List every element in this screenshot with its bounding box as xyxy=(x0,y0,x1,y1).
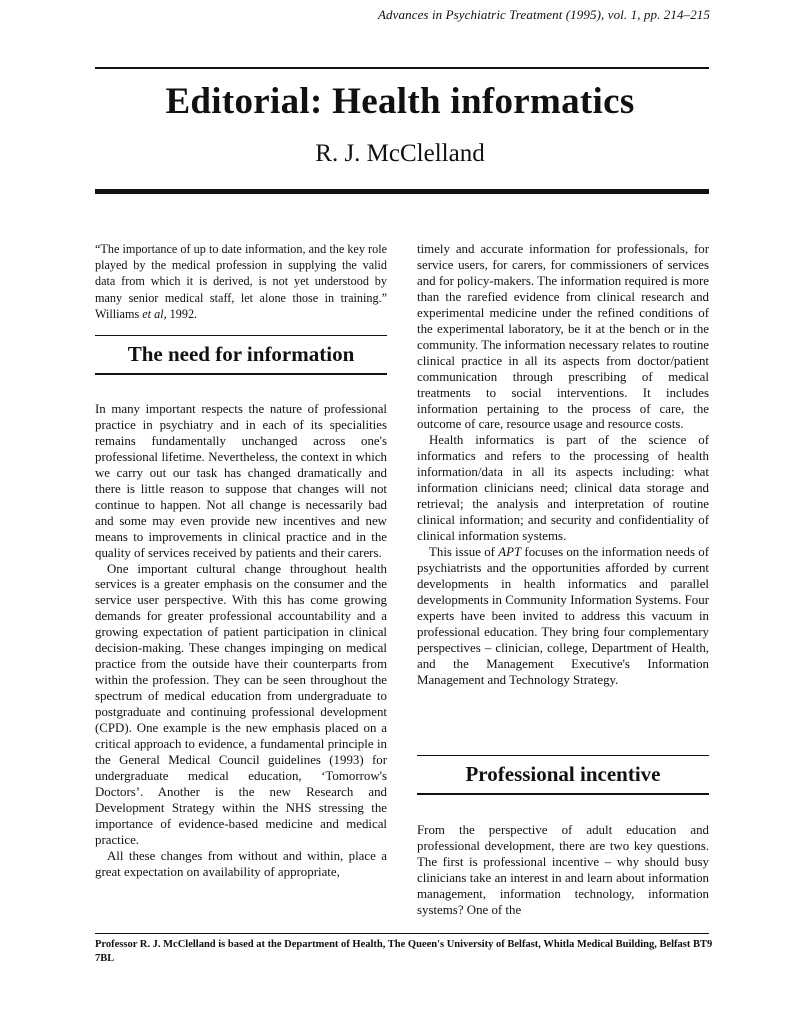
title-top-rule xyxy=(95,67,709,69)
left-column-body xyxy=(95,402,387,881)
section-heading-text: Professional incentive xyxy=(465,762,661,786)
footnote-rule xyxy=(95,933,709,934)
paragraph: Health informatics is part of the science of informatics and refers to the processing of health information/data in all its aspects including: what information clinicians need; clinical data storage and retrieval; the analysis and interpretation of routine clinical information; and security and confidentiality of clinical information systems. xyxy=(417,433,709,544)
paragraph xyxy=(417,545,709,689)
epigraph-source-name: Williams xyxy=(95,306,140,321)
epigraph-quote: “The importance of up to date information, and the key role played by the medical profession in supplying the valid data from which it is derived, is not yet understood by many senior medical staff, let alone those in training.” xyxy=(95,242,387,305)
journal-header: Advances in Psychiatric Treatment (1995), vol. 1, pp. 214–215 xyxy=(377,7,710,22)
journal-abbreviation: APT xyxy=(498,545,522,560)
right-column-body xyxy=(417,242,709,689)
paragraph: One important cultural change throughout health services is a greater emphasis on the consumer and the service user perspective. With this has come growing demands for greater professional accountability and a growing expectation of patient participation in clinical decision-making. These changes impinging on medical practice from the outside have their counterparts from within the profession. They can be seen throughout the spectrum of medical education from undergraduate to postgraduate and continuing professional development (CPD). One example is the new emphasis placed on a critical approach to evidence, a fundamental principle in the General Medical Council guidelines (1993) for undergraduate medical education, ‘Tomorrow's Doctors’. Another is the new Research and Development Strategy within the NHS stressing the importance of evidence-based medicine and medical practice. xyxy=(95,561,387,847)
section-heading-text: The need for information xyxy=(127,342,355,366)
epigraph-source-etal: et al xyxy=(142,306,164,321)
epigraph xyxy=(95,241,387,322)
section-heading-professional-incentive xyxy=(417,755,709,795)
paragraph: From the perspective of adult education and professional development, there are two key questions. The first is professional incentive – why should busy clinicians take an interest in and learn about information management, information technology, information systems? One of the xyxy=(417,823,709,917)
article-title: Editorial: Health informatics xyxy=(165,81,635,122)
paragraph: timely and accurate information for professionals, for service users, for carers, for commissioners of services and for policy-makers. The information required is more than the rarefied evidence from clinical research and experimental medicine under the refined conditions of the experimental laboratory, be it at the bench or in the community. The information necessary relates to routine clinical practice in all its aspects from doctor/patient communication through prescribing of medical treatments to social interventions. It includes information pertaining to the process of care, the outcome of care, resource usage and resource costs. xyxy=(417,242,709,432)
epigraph-source-year: , 1992. xyxy=(163,306,198,321)
right-column-body-2 xyxy=(417,823,709,919)
paragraph-text: This issue of xyxy=(429,545,499,560)
section-heading-need-for-information xyxy=(95,335,387,375)
paragraph-text: focuses on the information needs of psychiatrists and the opportunities afforded by current developments in health informatics and parallel developments in Community Information Systems. Four experts have been invited to address this vacuum in professional education. They bring four complementary perspectives – clinician, college, Department of Health, and the Management Executive's Information Management and Technology Strategy. xyxy=(417,545,709,687)
paragraph: In many important respects the nature of professional practice in psychiatry and in each of its specialities remains fundamentally unchanged across one's professional lifetime. Nevertheless, the context in which we carry out our task has changed dramatically and there is little reason to suppose that changes will not continue to happen. Not all change is necessarily bad and some may even provide new incentives and new means to improvements in clinical practice and in the quality of services received by patients and their carers. xyxy=(95,402,387,560)
title-bottom-rule xyxy=(95,189,709,194)
author-name: R. J. McClelland xyxy=(315,140,485,167)
author-affiliation-footnote: Professor R. J. McClelland is based at the Department of Health, The Queen's University of Belfast, Whitla Medical Building, Belfast BT9 7BL xyxy=(95,939,713,964)
paragraph: All these changes from without and within, place a great expectation on availability of appropriate, xyxy=(95,848,387,879)
